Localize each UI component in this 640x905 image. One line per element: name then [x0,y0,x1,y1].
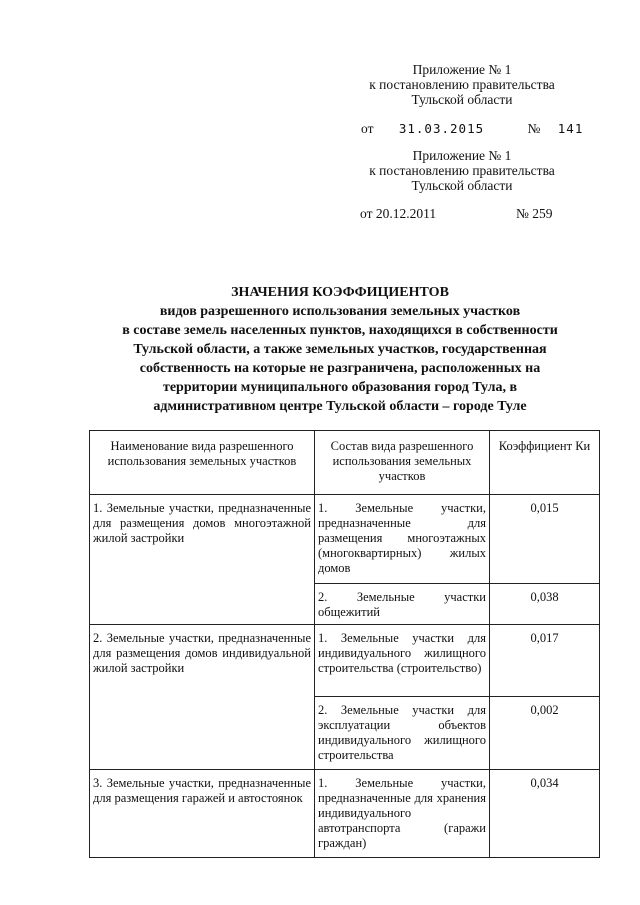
appendix-new-number: 141 [557,121,584,136]
appendix-old-line1: Приложение № 1 [412,148,512,163]
group-2-row-1-coefficient: 0,017 [490,625,600,697]
group-3-row-1-coefficient: 0,034 [490,770,600,858]
coefficients-table [89,430,600,858]
title-line-5: собственность на которые не разграничена, расположенных на [139,361,541,376]
header-use-type: Наименование вида разрешенного использования земельных участков [90,431,315,495]
appendix-old-number: № 259 [516,206,553,221]
appendix-new-date: 31.03.2015 [398,121,485,136]
group-2-row-2-coefficient: 0,002 [490,697,600,770]
appendix-new-line1: Приложение № 1 [412,62,512,77]
group-3-row-1-composition: 1. Земельные участки, предназначенные для хранения индивидуального автотранспорта (гаражи граждан) [315,770,490,858]
appendix-new-header [352,62,572,107]
title-line-7: административном центре Тульской области – городе Туле [153,399,527,414]
title-line-2: видов разрешенного использования земельных участков [159,304,521,319]
appendix-new-ot-label: от [361,121,374,136]
group-2-row-1-composition: 1. Земельные участки для индивидуального жилищного строительства (строительство) [315,625,490,697]
appendix-old-line2: к постановлению правительства [369,163,555,178]
title-line-4: Тульской области, а также земельных участков, государственная [133,342,547,357]
appendix-new-ref [361,121,583,137]
appendix-old-date: от 20.12.2011 [360,206,437,221]
header-composition: Состав вида разрешенного использования земельных участков [315,431,490,495]
appendix-old-line3: Тульской области [411,178,513,193]
group-2-row-2-composition: 2. Земельные участки для эксплуатации объектов индивидуального жилищного строительства [315,697,490,770]
title-line-1: ЗНАЧЕНИЯ КОЭФФИЦИЕНТОВ [231,285,449,300]
appendix-new-line3: Тульской области [411,92,513,107]
appendix-new-line2: к постановлению правительства [369,77,555,92]
document-title [80,283,600,416]
group-1-row-1-coefficient: 0,015 [490,495,600,584]
header-coefficient: Коэффициент Ки [490,431,600,495]
table-row [90,625,600,697]
table-header-row [90,431,600,495]
table-row [90,770,600,858]
group-1-row-2-coefficient: 0,038 [490,584,600,625]
group-1-name: 1. Земельные участки, предназначенные для размещения домов многоэтажной жилой застройки [90,495,315,625]
appendix-new-no-label: № [527,121,541,136]
group-1-row-1-composition: 1. Земельные участки, предназначенные для размещения многоэтажных (многоквартирных) жилых домов [315,495,490,584]
title-line-6: территории муниципального образования город Тула, в [162,380,518,395]
table-row [90,495,600,584]
group-2-name: 2. Земельные участки, предназначенные для размещения домов индивидуальной жилой застройки [90,625,315,770]
appendix-old-header [352,148,572,193]
title-line-3: в составе земель населенных пунктов, находящихся в собственности [122,323,558,338]
group-3-name: 3. Земельные участки, предназначенные для размещения гаражей и автостоянок [90,770,315,858]
group-1-row-2-composition: 2. Земельные участки общежитий [315,584,490,625]
